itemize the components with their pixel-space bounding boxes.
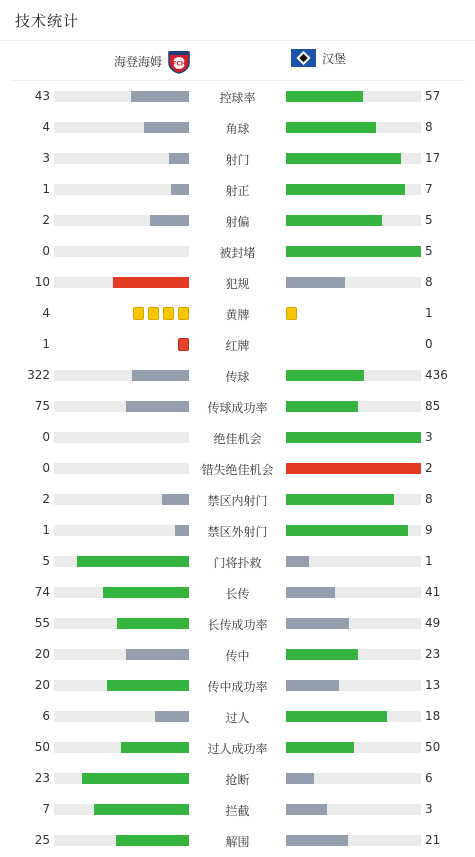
away-stat-value: 13 — [425, 678, 441, 692]
home-cards — [178, 338, 189, 351]
home-stat-value: 43 — [34, 89, 50, 103]
home-stat-value: 4 — [42, 306, 50, 320]
home-stat-value: 7 — [42, 802, 50, 816]
away-stat-bar-track — [286, 804, 421, 815]
home-team-name: 海登海姆 — [113, 55, 162, 69]
home-stat-bar-track — [54, 91, 189, 102]
home-stat-bar-fill — [107, 680, 189, 691]
away-stat-value: 5 — [425, 244, 433, 258]
home-stat-value: 75 — [34, 399, 50, 413]
stat-label: 解围 — [225, 835, 250, 849]
home-stat-bar-fill — [144, 122, 189, 133]
away-stat-value: 21 — [425, 833, 441, 847]
stat-row — [0, 453, 475, 484]
stat-label: 传中成功率 — [207, 680, 268, 694]
away-stat-bar-fill — [286, 835, 348, 846]
stat-label: 红牌 — [225, 339, 250, 353]
away-stat-bar-track — [286, 370, 421, 381]
stat-label: 传球成功率 — [207, 401, 268, 415]
away-stat-bar-track — [286, 277, 421, 288]
home-stat-value: 1 — [42, 337, 50, 351]
yellow-card-icon — [148, 307, 159, 320]
home-stat-value: 2 — [42, 492, 50, 506]
away-stat-value: 50 — [425, 740, 441, 754]
away-cards — [286, 307, 297, 320]
home-stat-bar-fill — [121, 742, 189, 753]
home-stat-bar-track — [54, 649, 189, 660]
stat-label: 拦截 — [225, 804, 250, 818]
away-stat-bar-track — [286, 742, 421, 753]
home-team[interactable] — [114, 49, 190, 74]
away-stat-bar-track — [286, 153, 421, 164]
away-stat-value: 57 — [425, 89, 441, 103]
home-stat-bar-fill — [116, 835, 189, 846]
home-stat-bar-fill — [117, 618, 189, 629]
stat-row — [0, 701, 475, 732]
away-stat-value: 1 — [425, 306, 433, 320]
home-stat-bar-track — [54, 184, 189, 195]
away-stat-bar-track — [286, 463, 421, 474]
stat-label: 抢断 — [225, 773, 250, 787]
away-stat-bar-fill — [286, 153, 401, 164]
stat-label: 角球 — [225, 122, 250, 136]
away-stat-bar-track — [286, 215, 421, 226]
home-stat-bar-fill — [131, 91, 189, 102]
away-stat-bar-track — [286, 680, 421, 691]
away-stat-bar-fill — [286, 649, 358, 660]
home-stat-bar-fill — [113, 277, 189, 288]
away-stat-bar-fill — [286, 742, 354, 753]
away-team[interactable] — [291, 49, 346, 67]
home-stat-bar-track — [54, 153, 189, 164]
stat-label: 射门 — [225, 153, 250, 167]
home-stat-bar-fill — [82, 773, 189, 784]
away-stat-value: 8 — [425, 275, 433, 289]
away-stat-bar-fill — [286, 587, 335, 598]
stat-row — [0, 298, 475, 329]
red-card-icon — [178, 338, 189, 351]
home-stat-value: 3 — [42, 151, 50, 165]
stat-label: 禁区外射门 — [207, 525, 268, 539]
home-stat-bar-fill — [77, 556, 189, 567]
away-stat-bar-fill — [286, 401, 358, 412]
away-stat-value: 17 — [425, 151, 441, 165]
home-stat-value: 0 — [42, 461, 50, 475]
away-stat-bar-fill — [286, 618, 349, 629]
home-stat-bar-track — [54, 370, 189, 381]
away-stat-value: 41 — [425, 585, 441, 599]
stat-row — [0, 515, 475, 546]
stat-row — [0, 639, 475, 670]
home-crest-text: FCH — [172, 60, 186, 68]
away-team-crest-icon — [291, 49, 316, 67]
stat-row — [0, 236, 475, 267]
home-stat-bar-track — [54, 773, 189, 784]
away-team-name: 汉堡 — [322, 51, 347, 66]
away-stat-bar-fill — [286, 184, 405, 195]
away-stat-value: 85 — [425, 399, 441, 413]
stat-row — [0, 81, 475, 112]
away-stat-bar-fill — [286, 463, 421, 474]
away-stat-value: 18 — [425, 709, 441, 723]
home-stat-value: 5 — [42, 554, 50, 568]
away-stat-value: 23 — [425, 647, 441, 661]
home-stat-bar-track — [54, 711, 189, 722]
away-stat-bar-track — [286, 525, 421, 536]
stat-label: 长传成功率 — [207, 618, 268, 632]
stat-row — [0, 608, 475, 639]
away-stat-bar-fill — [286, 432, 421, 443]
away-stat-value: 2 — [425, 461, 433, 475]
away-stat-bar-fill — [286, 494, 394, 505]
home-stat-bar-track — [54, 556, 189, 567]
away-stat-value: 9 — [425, 523, 433, 537]
away-stat-value: 1 — [425, 554, 433, 568]
home-stat-bar-fill — [126, 401, 189, 412]
away-stat-bar-track — [286, 432, 421, 443]
stat-row — [0, 267, 475, 298]
away-stat-value: 436 — [425, 368, 448, 382]
stat-row — [0, 391, 475, 422]
home-stat-value: 50 — [34, 740, 50, 754]
away-stat-bar-track — [286, 494, 421, 505]
stat-label: 过人成功率 — [207, 742, 268, 756]
home-stat-value: 55 — [34, 616, 50, 630]
away-stat-bar-track — [286, 587, 421, 598]
stat-label: 错失绝佳机会 — [201, 463, 274, 477]
home-stat-value: 20 — [34, 647, 50, 661]
home-stat-bar-track — [54, 587, 189, 598]
stat-row — [0, 329, 475, 360]
home-stat-bar-track — [54, 401, 189, 412]
stat-label: 禁区内射门 — [207, 494, 268, 508]
home-cards — [133, 307, 189, 320]
away-stat-bar-fill — [286, 680, 339, 691]
home-stat-bar-fill — [169, 153, 189, 164]
home-stat-value: 23 — [34, 771, 50, 785]
away-stat-bar-track — [286, 246, 421, 257]
away-stat-bar-track — [286, 556, 421, 567]
stat-row — [0, 143, 475, 174]
away-stat-value: 49 — [425, 616, 441, 630]
home-stat-bar-track — [54, 494, 189, 505]
home-stat-bar-track — [54, 835, 189, 846]
stats-header — [0, 0, 475, 41]
away-stat-bar-fill — [286, 525, 408, 536]
home-stat-bar-track — [54, 804, 189, 815]
stat-label: 绝佳机会 — [213, 432, 262, 446]
stat-row — [0, 205, 475, 236]
stat-row — [0, 825, 475, 856]
away-stat-bar-track — [286, 91, 421, 102]
away-stat-value: 8 — [425, 120, 433, 134]
stat-row — [0, 577, 475, 608]
home-stat-value: 10 — [34, 275, 50, 289]
stat-row — [0, 670, 475, 701]
home-team-crest-icon — [168, 49, 190, 74]
stat-label: 传中 — [225, 649, 250, 663]
away-stat-bar-fill — [286, 215, 382, 226]
away-stat-bar-fill — [286, 91, 363, 102]
home-stat-bar-fill — [126, 649, 189, 660]
away-stat-bar-track — [286, 711, 421, 722]
stat-row — [0, 422, 475, 453]
home-stat-bar-fill — [150, 215, 189, 226]
away-stat-value: 0 — [425, 337, 433, 351]
stat-label: 犯规 — [225, 277, 250, 291]
stat-row — [0, 360, 475, 391]
home-stat-bar-fill — [103, 587, 189, 598]
away-stat-value: 8 — [425, 492, 433, 506]
stat-row — [0, 763, 475, 794]
away-stat-bar-fill — [286, 122, 376, 133]
away-stat-bar-fill — [286, 277, 345, 288]
stat-label: 长传 — [225, 587, 250, 601]
home-stat-bar-track — [54, 246, 189, 257]
home-stat-bar-track — [54, 122, 189, 133]
home-stat-bar-track — [54, 742, 189, 753]
stat-label: 被封堵 — [219, 246, 256, 260]
home-stat-value: 25 — [34, 833, 50, 847]
home-stat-bar-track — [54, 215, 189, 226]
page-title: 技术统计 — [15, 11, 80, 30]
away-stat-bar-fill — [286, 370, 364, 381]
stat-row — [0, 732, 475, 763]
home-stat-value: 6 — [42, 709, 50, 723]
yellow-card-icon — [163, 307, 174, 320]
away-stat-value: 7 — [425, 182, 433, 196]
home-stat-bar-fill — [94, 804, 189, 815]
teams-bar — [10, 41, 465, 81]
home-stat-bar-track — [54, 432, 189, 443]
away-stat-bar-track — [286, 122, 421, 133]
stat-row — [0, 174, 475, 205]
home-stat-bar-track — [54, 680, 189, 691]
stats-list — [0, 81, 475, 856]
stat-label: 门将扑救 — [213, 556, 262, 570]
home-stat-value: 2 — [42, 213, 50, 227]
away-stat-value: 3 — [425, 430, 433, 444]
away-stat-bar-track — [286, 401, 421, 412]
home-stat-bar-track — [54, 525, 189, 536]
home-stat-bar-track — [54, 618, 189, 629]
home-stat-value: 0 — [42, 244, 50, 258]
away-stat-bar-fill — [286, 773, 314, 784]
stat-label: 过人 — [225, 711, 250, 725]
home-stat-value: 74 — [34, 585, 50, 599]
away-stat-bar-fill — [286, 556, 309, 567]
stat-label: 射正 — [225, 184, 250, 198]
home-stat-bar-fill — [171, 184, 189, 195]
home-stat-value: 4 — [42, 120, 50, 134]
home-stat-value: 0 — [42, 430, 50, 444]
yellow-card-icon — [178, 307, 189, 320]
stat-row — [0, 794, 475, 825]
home-stat-bar-track — [54, 463, 189, 474]
stat-row — [0, 112, 475, 143]
away-stat-bar-track — [286, 618, 421, 629]
stat-label: 传球 — [225, 370, 250, 384]
away-stat-value: 5 — [425, 213, 433, 227]
home-stat-bar-track — [54, 277, 189, 288]
home-stat-bar-fill — [155, 711, 189, 722]
away-stat-bar-fill — [286, 711, 387, 722]
home-stat-bar-fill — [132, 370, 189, 381]
stat-row — [0, 484, 475, 515]
home-stat-value: 322 — [27, 368, 50, 382]
away-stat-value: 3 — [425, 802, 433, 816]
away-stat-value: 6 — [425, 771, 433, 785]
yellow-card-icon — [133, 307, 144, 320]
away-stat-bar-track — [286, 184, 421, 195]
away-stat-bar-track — [286, 835, 421, 846]
away-stat-bar-track — [286, 773, 421, 784]
stat-label: 射偏 — [225, 215, 250, 229]
away-stat-bar-fill — [286, 246, 421, 257]
home-stat-value: 20 — [34, 678, 50, 692]
stat-label: 黄牌 — [225, 308, 250, 322]
stat-row — [0, 546, 475, 577]
away-stat-bar-track — [286, 649, 421, 660]
away-stat-bar-fill — [286, 804, 327, 815]
home-stat-bar-fill — [162, 494, 189, 505]
home-stat-value: 1 — [42, 523, 50, 537]
home-stat-value: 1 — [42, 182, 50, 196]
stat-label: 控球率 — [219, 91, 256, 105]
yellow-card-icon — [286, 307, 297, 320]
home-stat-bar-fill — [175, 525, 189, 536]
